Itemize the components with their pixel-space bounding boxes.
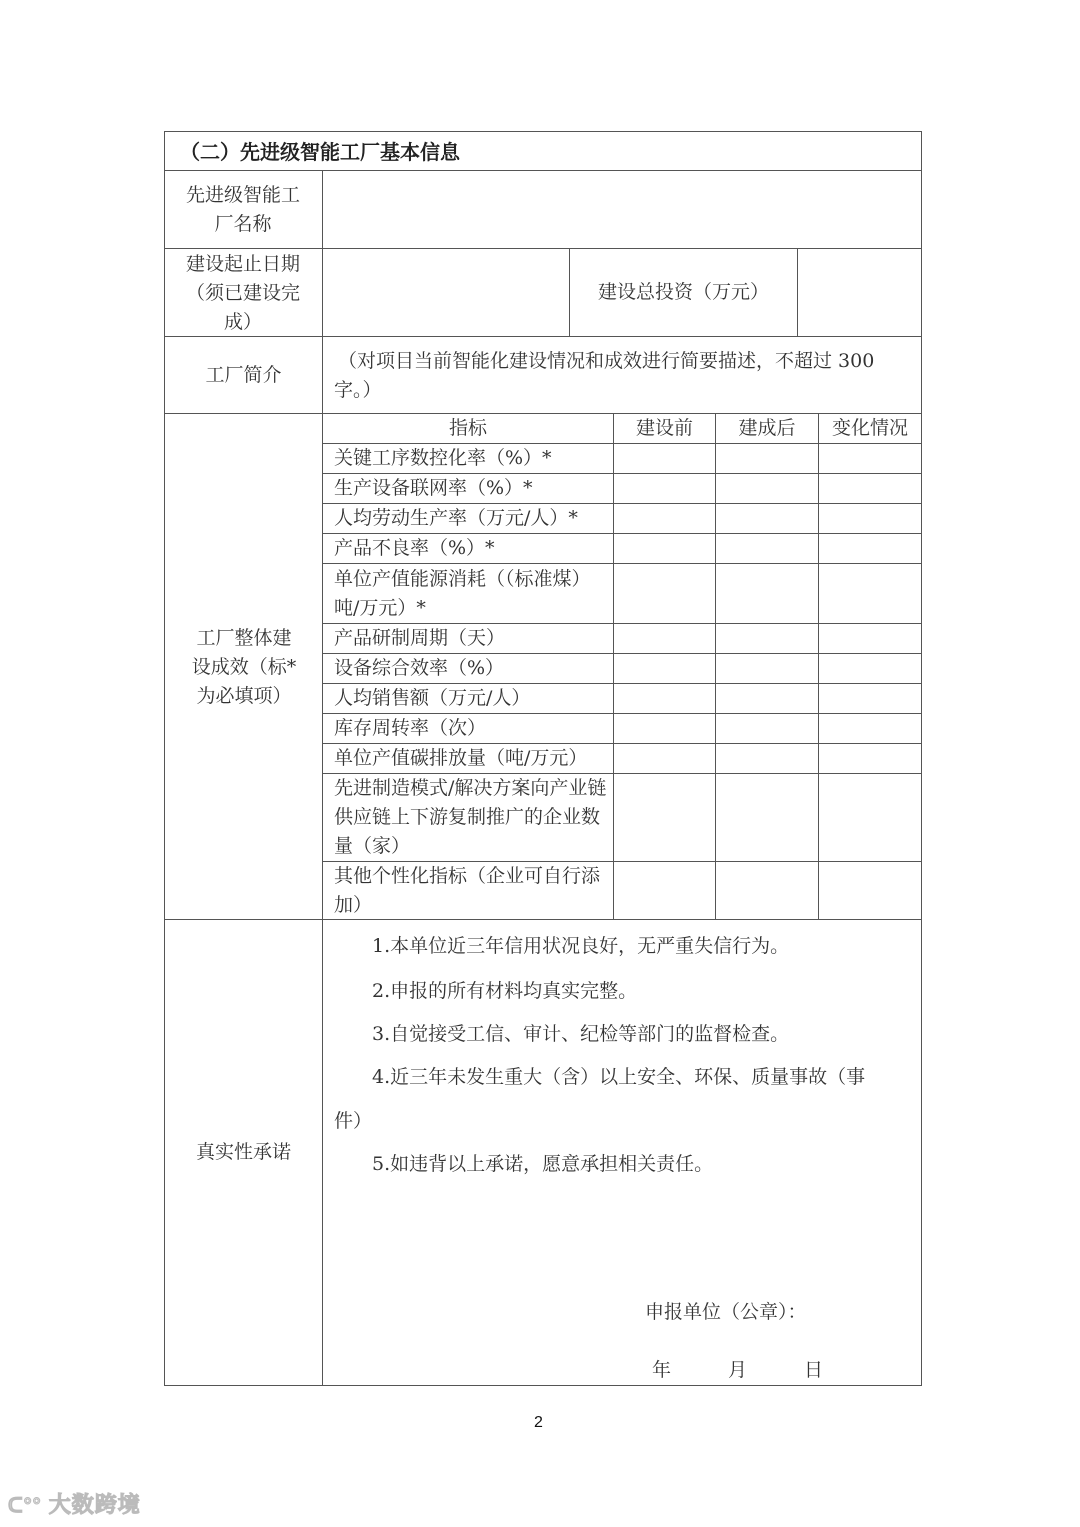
label-column-divider bbox=[322, 170, 323, 1385]
construction-period-field[interactable] bbox=[323, 249, 569, 336]
value-cells-after[interactable] bbox=[716, 444, 818, 919]
indicator-replication-count: 先进制造模式/解决方案向产业链供应链上下游复制推广的企业数量（家） bbox=[334, 777, 607, 857]
signature-label: 申报单位（公章）： bbox=[645, 1301, 807, 1323]
header-indicator: 指标 bbox=[448, 417, 487, 439]
watermark-logo-icon: ᑕ°° bbox=[8, 1495, 42, 1517]
date-label: 年 月 日 bbox=[652, 1359, 824, 1381]
indicator-oee: 设备综合效率（%） bbox=[334, 657, 505, 679]
indicator-rd-cycle: 产品研制周期（天） bbox=[334, 627, 506, 649]
value-cells-before[interactable] bbox=[614, 444, 715, 919]
factory-name-label: 先进级智能工厂名称 bbox=[185, 184, 300, 235]
table-border-left bbox=[164, 131, 165, 1385]
indicator-carbon-emission: 单位产值碳排放量（吨/万元） bbox=[334, 747, 588, 769]
header-before: 建设前 bbox=[635, 417, 693, 439]
indicator-sales-per-capita: 人均销售额（万元/人） bbox=[334, 687, 531, 709]
indicator-defect-rate: 产品不良率（%）* bbox=[334, 537, 495, 559]
indicator-energy-consumption: 单位产值能源消耗（（标准煤）吨/万元）* bbox=[334, 567, 591, 619]
header-change: 变化情况 bbox=[831, 417, 908, 439]
total-investment-label: 建设总投资（万元） bbox=[597, 281, 769, 303]
section-title: （二）先进级智能工厂基本信息 bbox=[180, 140, 460, 164]
table-border-right bbox=[921, 131, 922, 1385]
effect-section-label: 工厂整体建设成效（标*为必填项） bbox=[191, 626, 297, 707]
factory-intro-label: 工厂简介 bbox=[205, 363, 282, 386]
indicator-labor-productivity: 人均劳动生产率（万元/人）* bbox=[334, 507, 578, 529]
pledge-label: 真实性承诺 bbox=[195, 1140, 291, 1163]
pledge-item-5: 5.如违背以上承诺，愿意承担相关责任。 bbox=[372, 1153, 714, 1175]
pledge-item-2: 2.申报的所有材料均真实完整。 bbox=[372, 980, 638, 1002]
pledge-item-3: 3.自觉接受工信、审计、纪检等部门的监督检查。 bbox=[372, 1023, 790, 1045]
watermark bbox=[8, 1488, 141, 1519]
total-investment-field[interactable] bbox=[798, 249, 921, 336]
value-cells-change[interactable] bbox=[819, 444, 921, 919]
pledge-item-1: 1.本单位近三年信用状况良好，无严重失信行为。 bbox=[372, 935, 790, 957]
pledge-item-4: 4.近三年未发生重大（含）以上安全、环保、质量事故（事 bbox=[372, 1066, 866, 1088]
construction-period-label: 建设起止日期（须已建设完成） bbox=[185, 252, 300, 333]
factory-intro-field[interactable]: （对项目当前智能化建设情况和成效进行简要描述，不超过 300 字。） bbox=[334, 350, 875, 401]
indicator-network-rate: 生产设备联网率（%）* bbox=[334, 477, 533, 499]
indicator-cnc-rate: 关键工序数控化率（%）* bbox=[334, 447, 552, 469]
pledge-item-4-continued: 件） bbox=[334, 1110, 373, 1132]
watermark-text: 大数跨境 bbox=[48, 1492, 141, 1517]
indicator-inventory-turnover: 库存周转率（次） bbox=[334, 717, 487, 739]
table-border-top bbox=[164, 131, 922, 132]
table-border-bottom bbox=[164, 1385, 922, 1386]
page-number: 2 bbox=[534, 1414, 543, 1431]
factory-name-field[interactable] bbox=[323, 171, 921, 248]
header-after: 建成后 bbox=[738, 417, 796, 439]
indicator-custom: 其他个性化指标（企业可自行添加） bbox=[334, 864, 601, 916]
